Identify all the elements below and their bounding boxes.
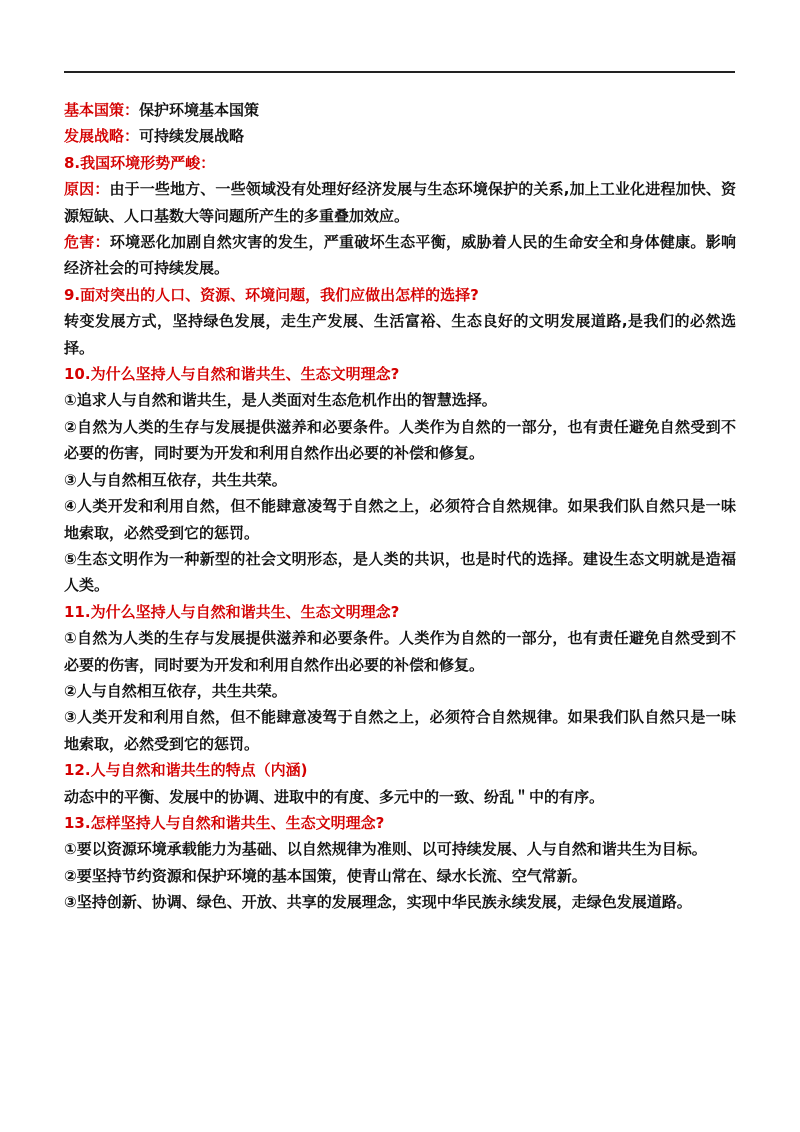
strategy-label: 发展战略： [64, 127, 140, 146]
q11-item-1: ①自然为人类的生存与发展提供滋养和必要条件。人类作为自然的一部分，也有责任避免自然受到不必要的伤害，同时要为开发和利用自然作出必要的补偿和修复。 [64, 629, 736, 674]
q10-item-5: ⑤生态文明作为一种新型的社会文明形态，是人类的共识，也是时代的选择。建设生态文明就是造福人类。 [64, 549, 736, 595]
q12-heading: 12.人与自然和谐共生的特点（内涵) [64, 761, 308, 780]
q9-heading: 9.面对突出的人口、资源、环境问题，我们应做出怎样的选择? [64, 285, 479, 304]
q13-item-1: ①要以资源环境承载能力为基础、以自然规律为准则、以可持续发展、人与自然和谐共生为目标。 [64, 840, 707, 859]
q8-heading: 8.我国环境形势严峻： [64, 153, 216, 172]
q13-heading: 13.怎样坚持人与自然和谐共生、生态文明理念? [64, 813, 385, 832]
header-rule [64, 71, 735, 73]
strategy-text: 可持续发展战略 [139, 127, 245, 146]
q10-item-2: ②自然为人类的生存与发展提供滋养和必要条件。人类作为自然的一部分，也有责任避免自然受到不必要的伤害，同时要为开发和利用自然作出必要的补偿和修复。 [64, 417, 736, 463]
q8-harm-text: 环境恶化加剧自然灾害的发生，严重破坏生态平衡，威胁着人民的生命安全和身体健康。影响经济社会的可持续发展。 [64, 233, 736, 278]
q8-cause-text: 由于一些地方、一些领域没有处理好经济发展与生态环境保护的关系,加上工业化进程加快、资源短缺、人口基数大等问题所产生的多重叠加效应。 [64, 180, 736, 225]
strategy-line [64, 123, 736, 149]
q9-text: 转变发展方式，坚持绿色发展，走生产发展、生活富裕、生态良好的文明发展道路,是我们的必然选择。 [64, 312, 736, 357]
q11-item-2: ②人与自然相互依存，共生共荣。 [64, 681, 287, 700]
q12-text: 动态中的平衡、发展中的协调、进取中的有度、多元中的一致、纷乱＂中的有序。 [64, 787, 605, 806]
q8-harm [64, 229, 736, 282]
policy-label: 基本国策： [64, 101, 140, 119]
q8-cause-label: 原因： [64, 180, 110, 199]
q10-item-1: ①追求人与自然和谐共生，是人类面对生态危机作出的智慧选择。 [64, 391, 497, 410]
policy-text: 保护环境基本国策 [139, 101, 260, 119]
q10-item-3: ③人与自然相互依存，共生共荣。 [64, 470, 287, 489]
q10-heading: 10.为什么坚持人与自然和谐共生、生态文明理念? [64, 365, 400, 384]
q11-heading: 11.为什么坚持人与自然和谐共生、生态文明理念? [64, 602, 400, 621]
q13-item-2: ②要坚持节约资源和保护环境的基本国策，使青山常在、绿水长流、空气常新。 [64, 866, 587, 885]
q8-harm-label: 危害： [64, 233, 110, 252]
q13-item-3: ③坚持创新、协调、绿色、开放、共享的发展理念，实现中华民族永续发展，走绿色发展道路。 [64, 893, 692, 912]
q11-item-3: ③人类开发和利用自然，但不能肆意凌驾于自然之上，必须符合自然规律。如果我们队自然只是一味地索取，必然受到它的惩罚。 [64, 708, 736, 753]
policy-line [64, 97, 736, 123]
q10-item-4: ④人类开发和利用自然，但不能肆意凌驾于自然之上，必须符合自然规律。如果我们队自然只是一味地索取，必然受到它的惩罚。 [64, 497, 736, 542]
document-body [64, 97, 736, 916]
q8-cause [64, 176, 736, 229]
